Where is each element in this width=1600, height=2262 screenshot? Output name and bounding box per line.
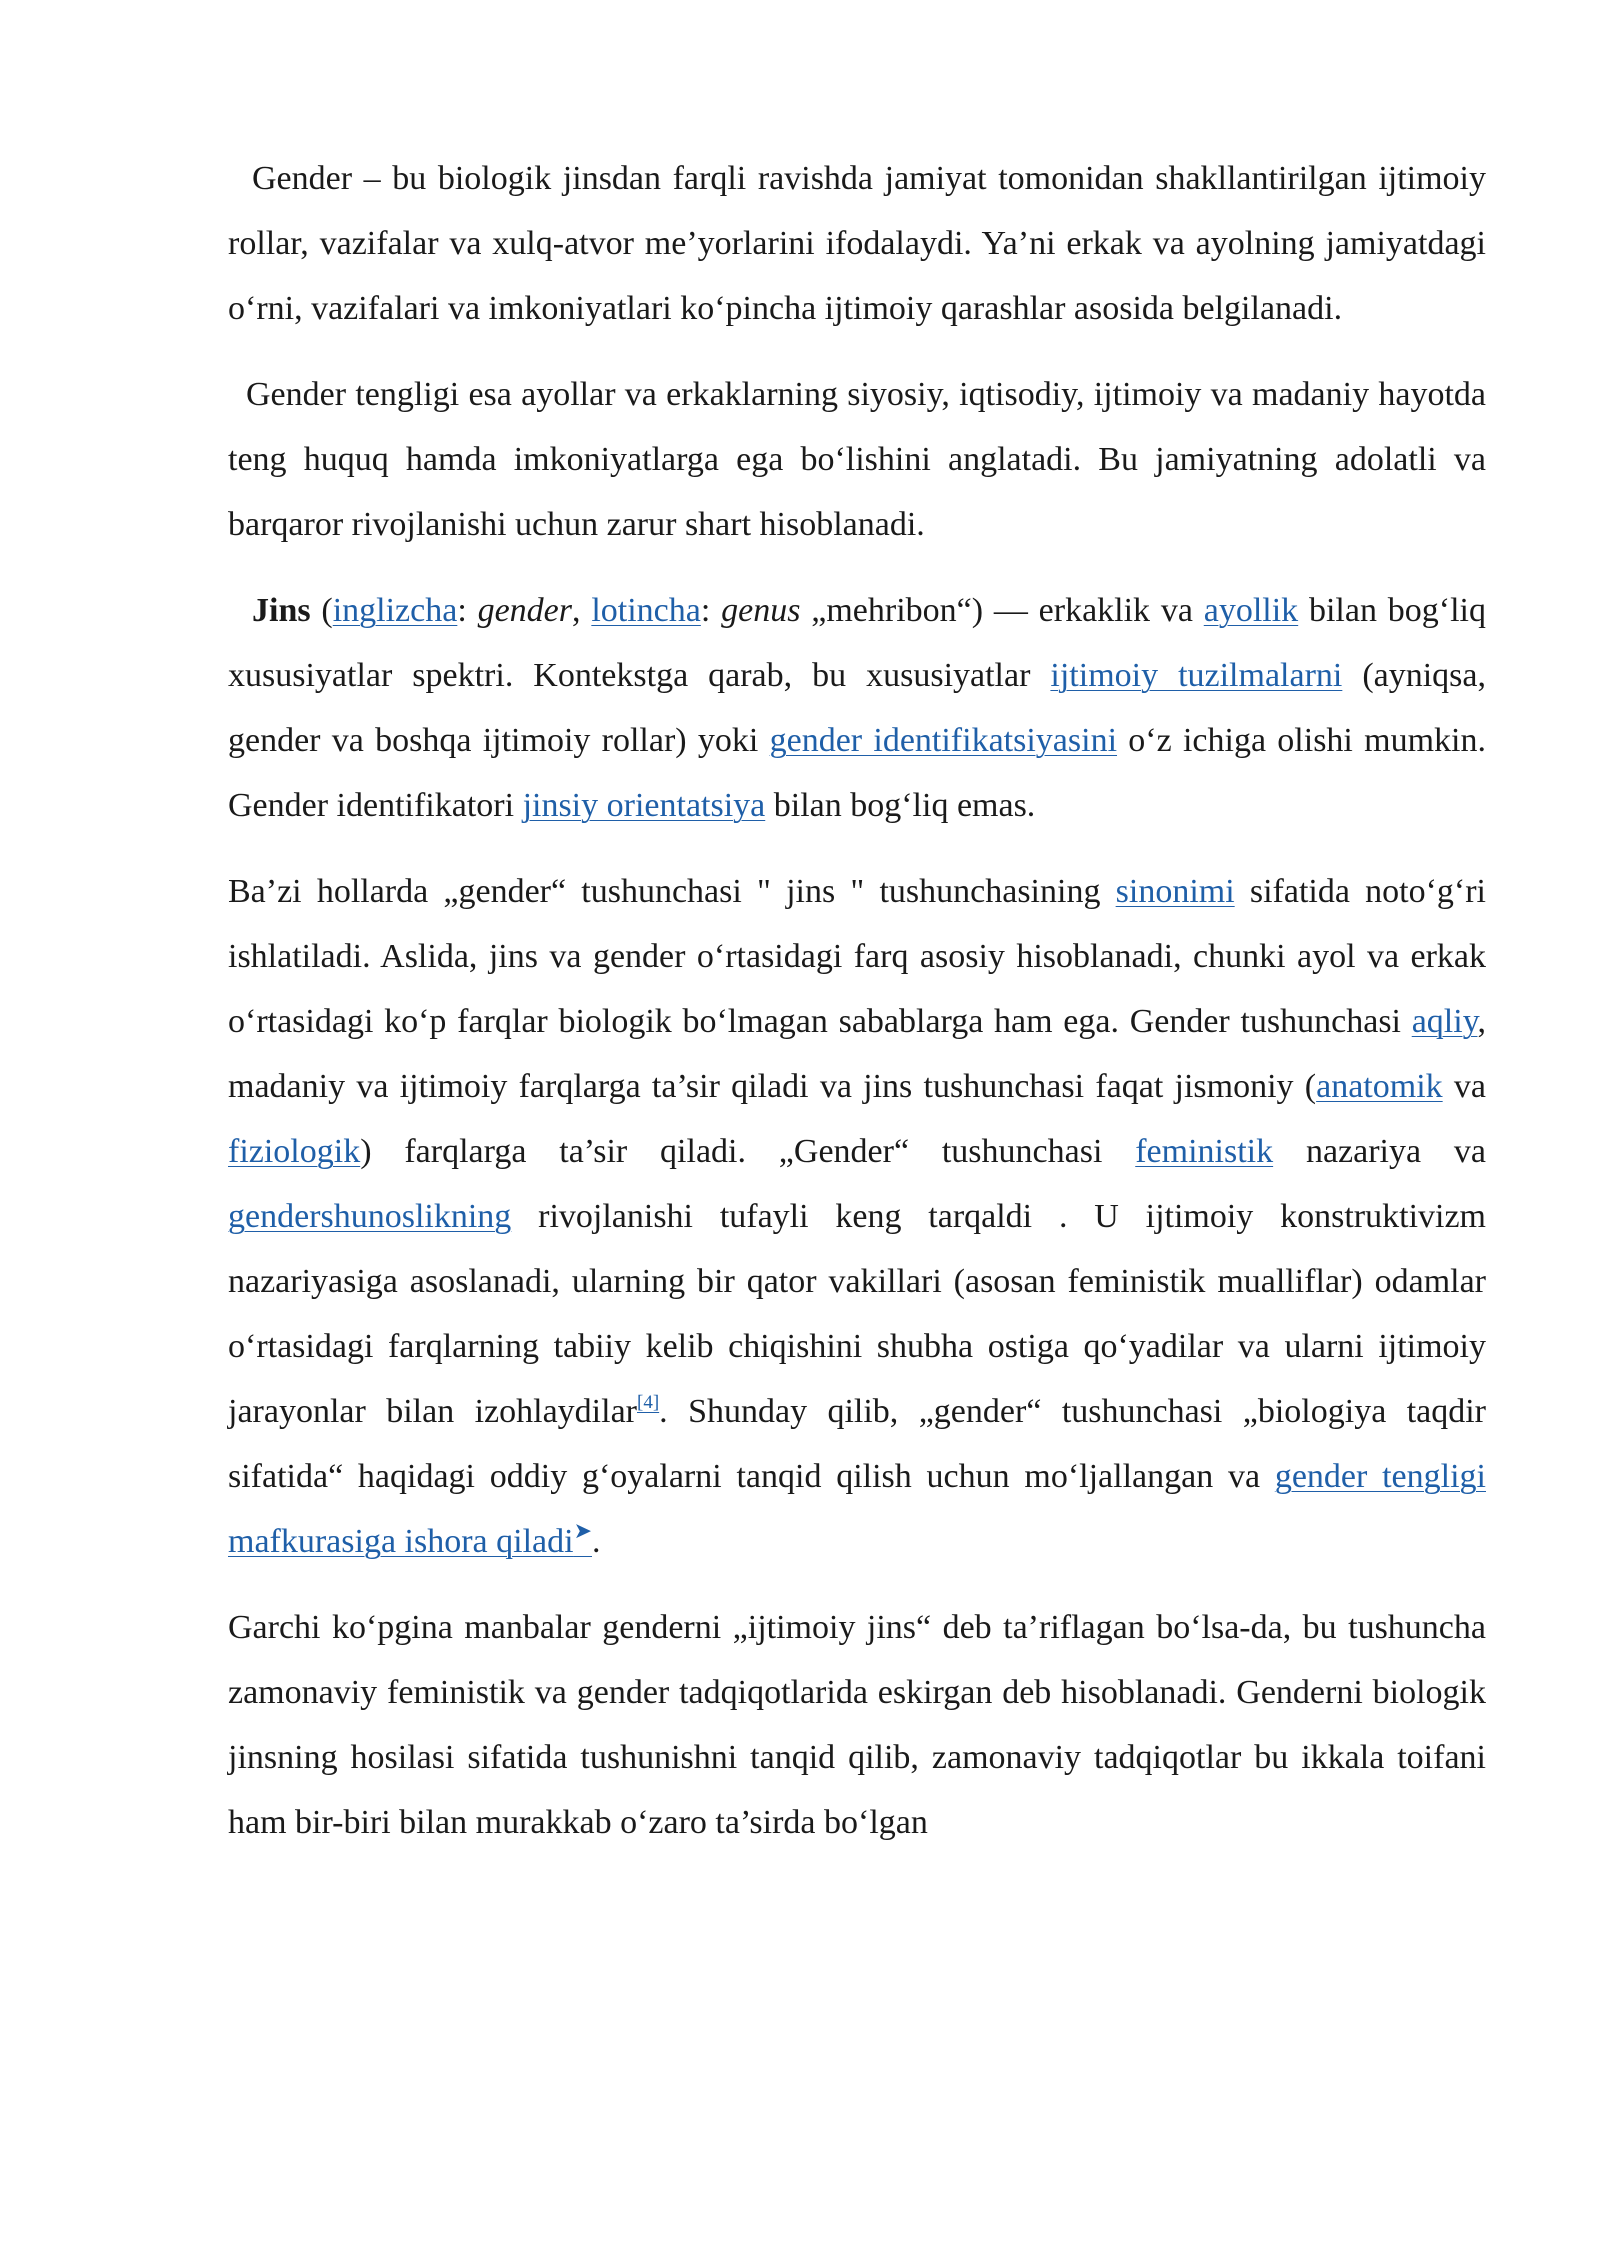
link-fiziologik[interactable]: fiziologik bbox=[228, 1133, 361, 1170]
footnote-ref-4[interactable]: [4] bbox=[637, 1392, 660, 1413]
link-ayollik[interactable]: ayollik bbox=[1203, 592, 1299, 629]
link-gender-tengligi[interactable]: gender tengligi mafkurasiga ishora qiladi➤ bbox=[228, 1458, 1486, 1560]
link-anatomik[interactable]: anatomik bbox=[1316, 1068, 1443, 1105]
link-sinonimi[interactable]: sinonimi bbox=[1115, 873, 1235, 910]
link-gender-identifikatsiyasini[interactable]: gender identifikatsiyasini bbox=[769, 722, 1118, 759]
paragraph-ijtimoiy-jins: Garchi ko‘pgina manbalar genderni „ijtimoiy jins“ deb ta’riflagan bo‘lsa-da, bu tushuncha zamonaviy feministik va gender tadqiqotlarida eskirgan deb hisoblanadi. Genderni biologik jinsning hosilasi sifatida tushunishni tanqid qilib, zamonaviy tadqiqotlar bu ikkala toifani ham bir-biri bilan murakkab o‘zaro ta’sirda bo‘lgan bbox=[228, 1609, 1486, 1841]
paragraph-jins: Jins (inglizcha: gender, lotincha: genus „mehribon“) — erkaklik va ayollik bilan bog‘liq xususiyatlar spektri. Kontekstga qarab, bu xususiyatlar ijtimoiy tuzilmalarni (ayniqsa, gender va boshqa ijtimoiy rollar) yoki gender identifikatsiyasini o‘z ichiga olishi mumkin. Gender identifikatori jinsiy orientatsiya bilan bog‘liq emas. bbox=[228, 592, 1487, 824]
link-aqliy[interactable]: aqliy bbox=[1411, 1003, 1478, 1040]
paragraph-gender-definition: Gender – bu biologik jinsdan farqli ravishda jamiyat tomonidan shakllantirilgan ijtimoiy rollar, vazifalar va xulq-atvor me’yorlarini ifodalaydi. Ya’ni erkak va ayolning jamiyatdagi o‘rni, vazifalari va imkoniyatlari ko‘pincha ijtimoiy qarashlar asosida belgilanadi. bbox=[228, 160, 1486, 327]
link-ijtimoiy-tuzilmalarni[interactable]: ijtimoiy tuzilmalarni bbox=[1050, 657, 1343, 694]
link-inglizcha[interactable]: inglizcha bbox=[332, 592, 458, 629]
link-jinsiy-orientatsiya[interactable]: jinsiy orientatsiya bbox=[522, 787, 766, 824]
paragraph-gender-equality: Gender tengligi esa ayollar va erkaklarning siyosiy, iqtisodiy, ijtimoiy va madaniy hayotda teng huquq hamda imkoniyatlarga ega bo‘lishini anglatadi. Bu jamiyatning adolatli va barqaror rivojlanishi uchun zarur shart hisoblanadi. bbox=[228, 376, 1486, 543]
paragraph-gender-vs-jins: Ba’zi hollarda „gender“ tushunchasi " jins " tushunchasining sinonimi sifatida noto‘g‘ri ishlatiladi. Aslida, jins va gender o‘rtasidagi farq asosiy hisoblanadi, chunki ayol va erkak o‘rtasidagi ko‘p farqlar biologik bo‘lmagan sabablarga ham ega. Gender tushunchasi aqliy, madaniy va ijtimoiy farqlarga ta’sir qiladi va jins tushunchasi faqat jismoniy (anatomik va fiziologik) farqlarga ta’sir qiladi. „Gender“ tushunchasi feministik nazariya va gendershunoslikning rivojlanishi tufayli keng tarqaldi . U ijtimoiy konstruktivizm nazariyasiga asoslanadi, ularning bir qator vakillari (asosan feministik mualliflar) odamlar o‘rtasidagi farqlarning tabiiy kelib chiqishini shubha ostiga qo‘yadilar va ularni ijtimoiy jarayonlar bilan izohlaydilar[4]. Shunday qilib, „gender“ tushunchasi „biologiya taqdir sifatida“ haqidagi oddiy g‘oyalarni tanqid qilish uchun mo‘ljallangan va gender tengligi mafkurasiga ishora qiladi➤. bbox=[228, 873, 1486, 1560]
arrow-icon: ➤ bbox=[573, 1518, 592, 1543]
link-lotincha[interactable]: lotincha bbox=[591, 592, 701, 629]
link-feministik[interactable]: feministik bbox=[1135, 1133, 1274, 1170]
link-gendershunoslikning[interactable]: gendershunoslikning bbox=[228, 1198, 512, 1235]
term-jins: Jins bbox=[252, 592, 311, 629]
